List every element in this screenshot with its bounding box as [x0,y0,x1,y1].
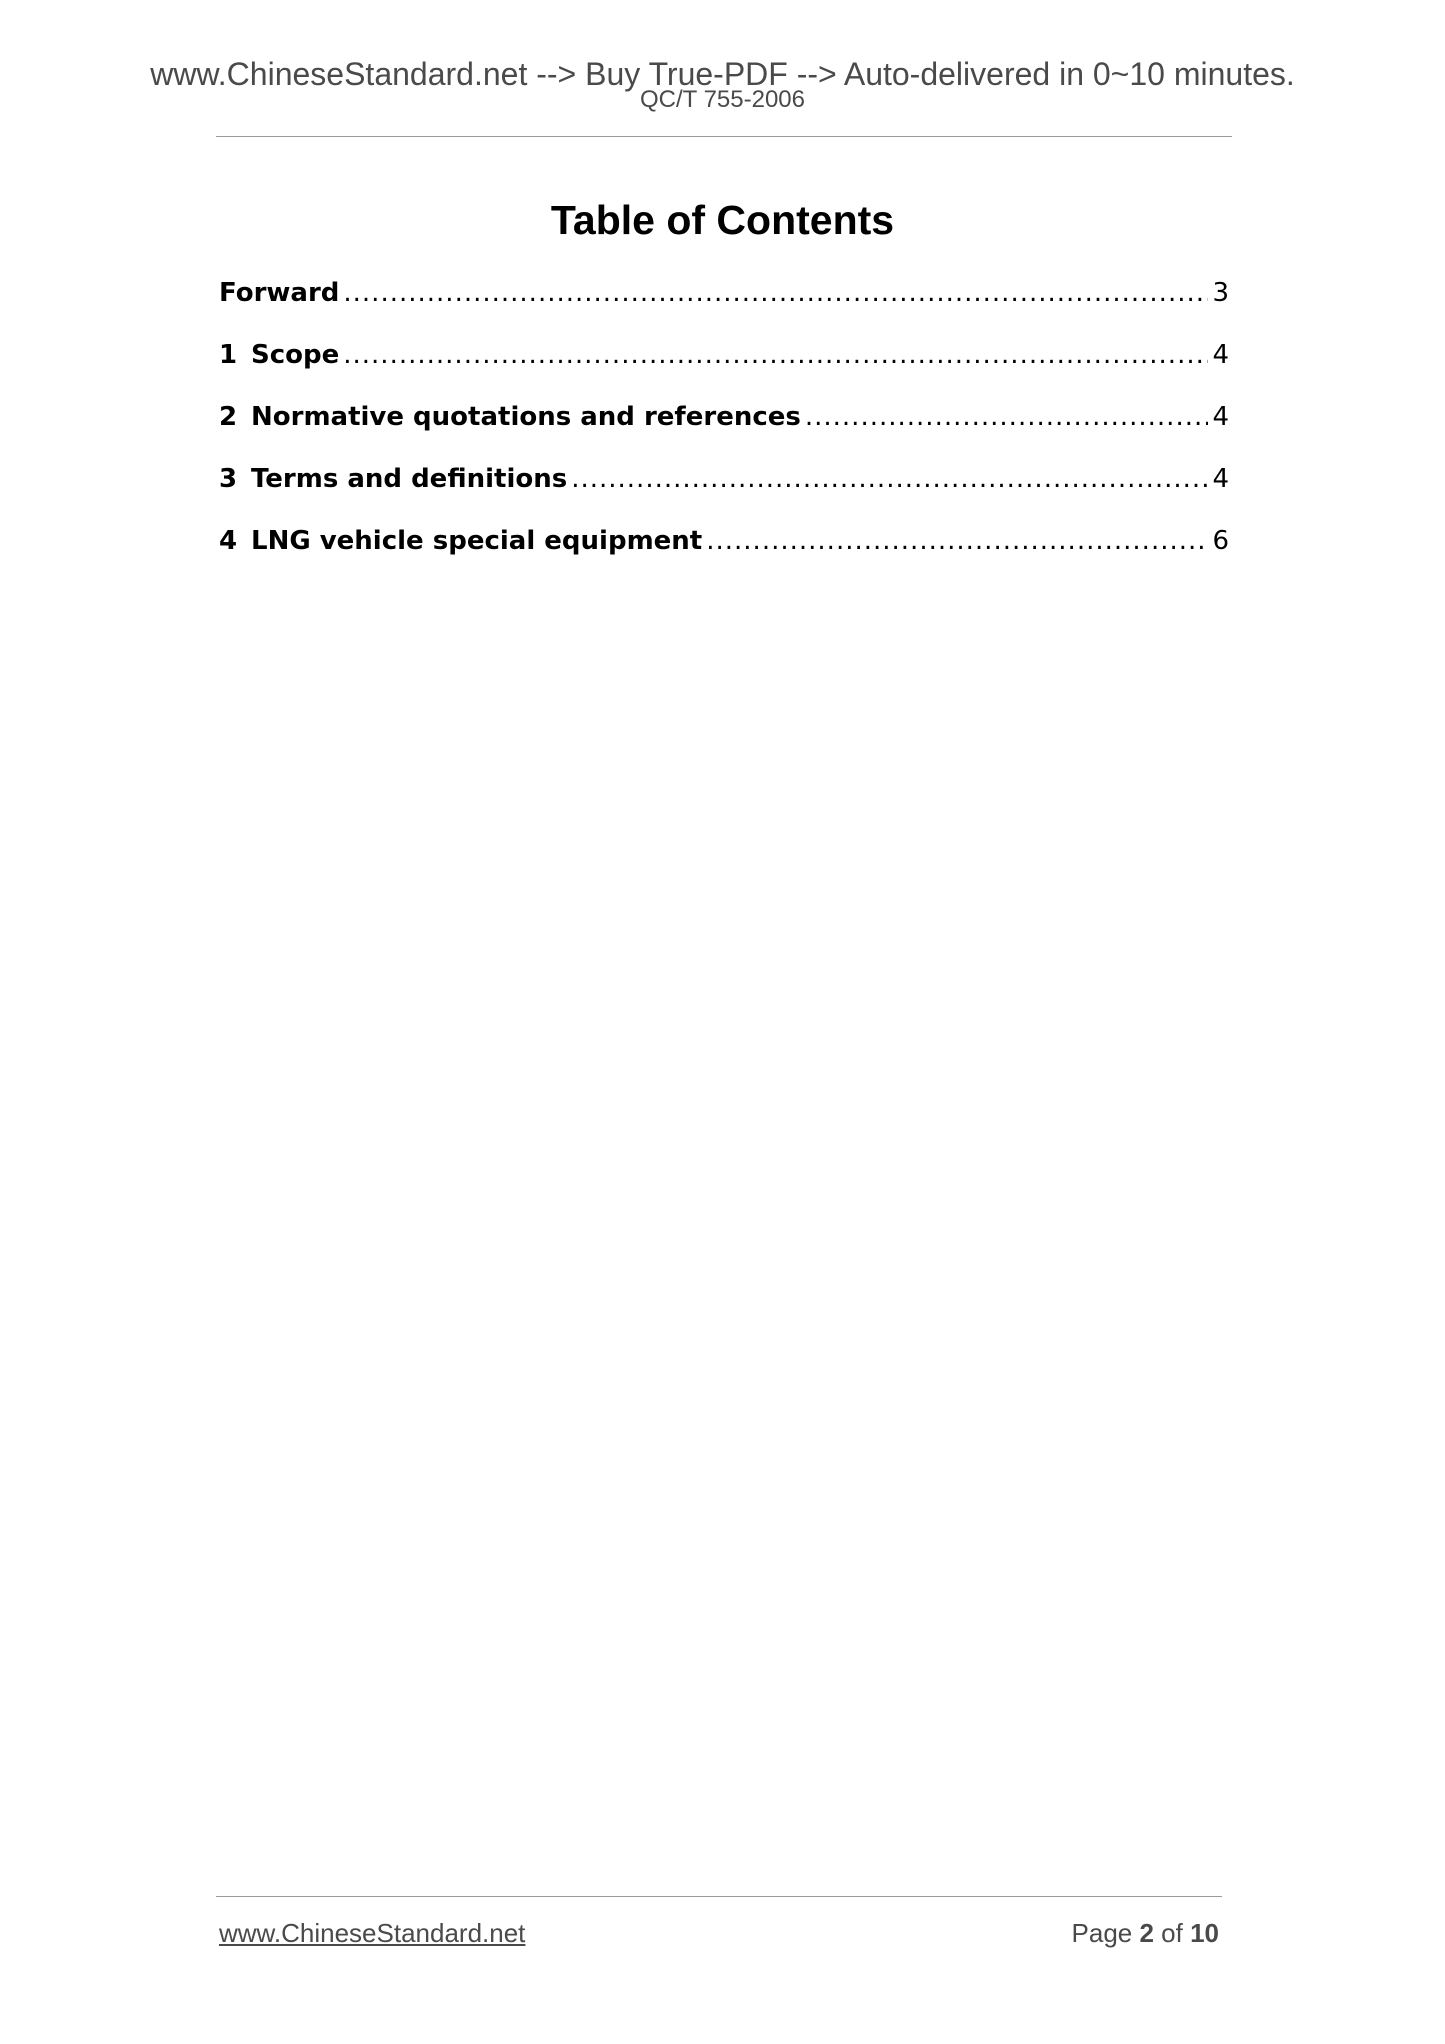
toc-leader-dots [343,337,1208,373]
footer-divider [216,1896,1222,1897]
toc-leader-dots [343,275,1208,311]
toc-title: Table of Contents [550,197,895,243]
page-total: 10 [1190,1918,1219,1948]
site-banner: www.ChineseStandard.net --> Buy True-PDF --> Auto-delivered in 0~10 minutes. [150,56,1295,92]
toc-item-scope[interactable] [219,337,1229,399]
toc-leader-dots [805,399,1209,435]
page-current: 2 [1139,1918,1154,1948]
footer-site-link[interactable]: www.ChineseStandard.net [219,1918,526,1948]
toc-item-label: Scope [251,340,340,370]
toc-item-normative-references[interactable] [219,399,1229,461]
page-indicator [1072,1918,1219,1948]
page-separator: of [1153,1918,1191,1948]
toc-list [219,275,1229,585]
toc-leader-dots [706,523,1208,559]
toc-item-label: Forward [219,278,340,308]
toc-item-number: 4 [219,526,238,556]
toc-item-label: LNG vehicle special equipment [251,526,703,556]
page-prefix: Page [1071,1918,1140,1948]
toc-item-label: Normative quotations and references [251,402,801,432]
toc-item-lng-equipment[interactable] [219,523,1229,585]
toc-item-number: 1 [219,340,238,370]
toc-item-number: 2 [219,402,238,432]
toc-item-page: 4 [1212,464,1229,494]
toc-item-page: 3 [1212,278,1229,308]
toc-item-number: 3 [219,464,238,494]
toc-item-page: 4 [1212,340,1229,370]
document-code: QC/T 755-2006 [640,86,805,113]
header-divider [216,136,1232,137]
toc-leader-dots [571,461,1208,497]
toc-item-label: Terms and definitions [251,464,568,494]
toc-item-page: 6 [1212,526,1229,556]
toc-item-page: 4 [1212,402,1229,432]
toc-item-forward[interactable] [219,275,1229,337]
toc-item-terms-definitions[interactable] [219,461,1229,523]
